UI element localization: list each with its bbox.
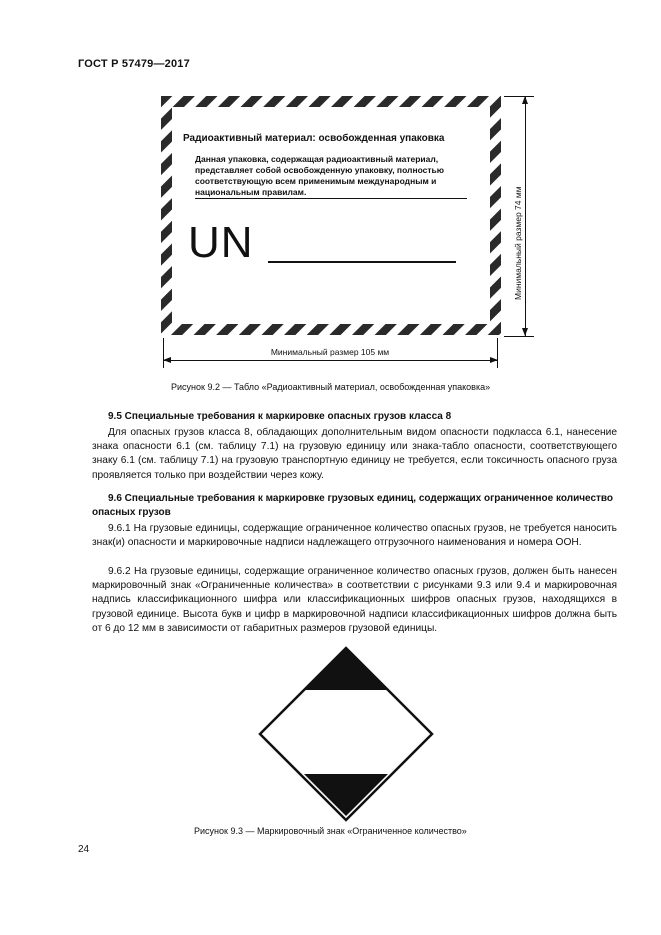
limited-quantity-mark-icon [258,646,434,822]
section-9-5-paragraph: Для опасных грузов класса 8, обладающих дополнительным видом опасности подкласса 6.1, нанесение знака опасности 6.1 (см. таблицу 7.1) на грузовую единицу или знака-табло опасности, соответствующего знаку 6.1 (см. таблицу 7.1) на грузовую транспортную единицу не требуется, если токсичность опасного груза проявляется только при воздействии через кожу. [92,427,617,481]
standard-code: ГОСТ Р 57479—2017 [78,58,190,70]
dimension-tick [504,96,534,97]
figure-9-3-caption: Рисунок 9.3 — Маркировочный знак «Ограниченное количество» [194,826,467,836]
dimension-vertical-label: Минимальный размер 74 мм [513,186,523,300]
label-title: Радиоактивный материал: освобожденная упаковка [183,133,445,144]
section-9-6-2-paragraph: 9.6.2 На грузовые единицы, содержащие ограниченное количество опасных грузов, должен быть нанесен маркировочный знак «Ограниченные количества» в соответствии с рисунками 9.3 или 9.4 и маркировочная надпись классификационного шифра или классификационных шифров опасных грузов, находящихся в грузовой единице. Высота букв и цифр в маркировочной надписи классификационных шифров должна быть от 6 до 12 мм в зависимости от габаритных размеров грузовой единицы. [92,566,617,634]
label-text: Данная упаковка, содержащая радиоактивный материал, представляет собой освобожденную упаковку, полностью соответствующую всем применимым международным и национальным правилам. [195,154,445,197]
bottom-triangle [304,774,388,816]
dimension-horizontal-label: Минимальный размер 105 мм [270,347,390,357]
un-number-blank-line [268,261,456,263]
section-9-6-1-paragraph: 9.6.1 На грузовые единицы, содержащие ограниченное количество опасных грузов, не требуется наносить знак(и) опасности и маркировочные надписи надлежащего отгрузочного наименования и номера ООН. [92,523,617,549]
top-triangle [304,648,388,690]
figure-9-2-caption: Рисунок 9.2 — Табло «Радиоактивный материал, освобожденная упаковка» [171,382,491,392]
dimension-line-horizontal [163,360,498,361]
arrow-right-icon [490,357,498,363]
dimension-line-vertical [525,96,526,336]
page-number: 24 [78,844,90,855]
dimension-tick [497,338,498,368]
dimension-tick [504,336,534,337]
section-9-6-heading: 9.6 Специальные требования к маркировке грузовых единиц, содержащих ограниченное количество опасных грузов [92,493,614,518]
dimension-tick [163,338,164,368]
section-9-5-heading: 9.5 Специальные требования к маркировке опасных грузов класса 8 [108,411,452,422]
arrow-left-icon [163,357,171,363]
arrow-up-icon [522,96,528,104]
arrow-down-icon [522,328,528,336]
label-un: UN [188,218,254,267]
label-divider [195,198,467,199]
